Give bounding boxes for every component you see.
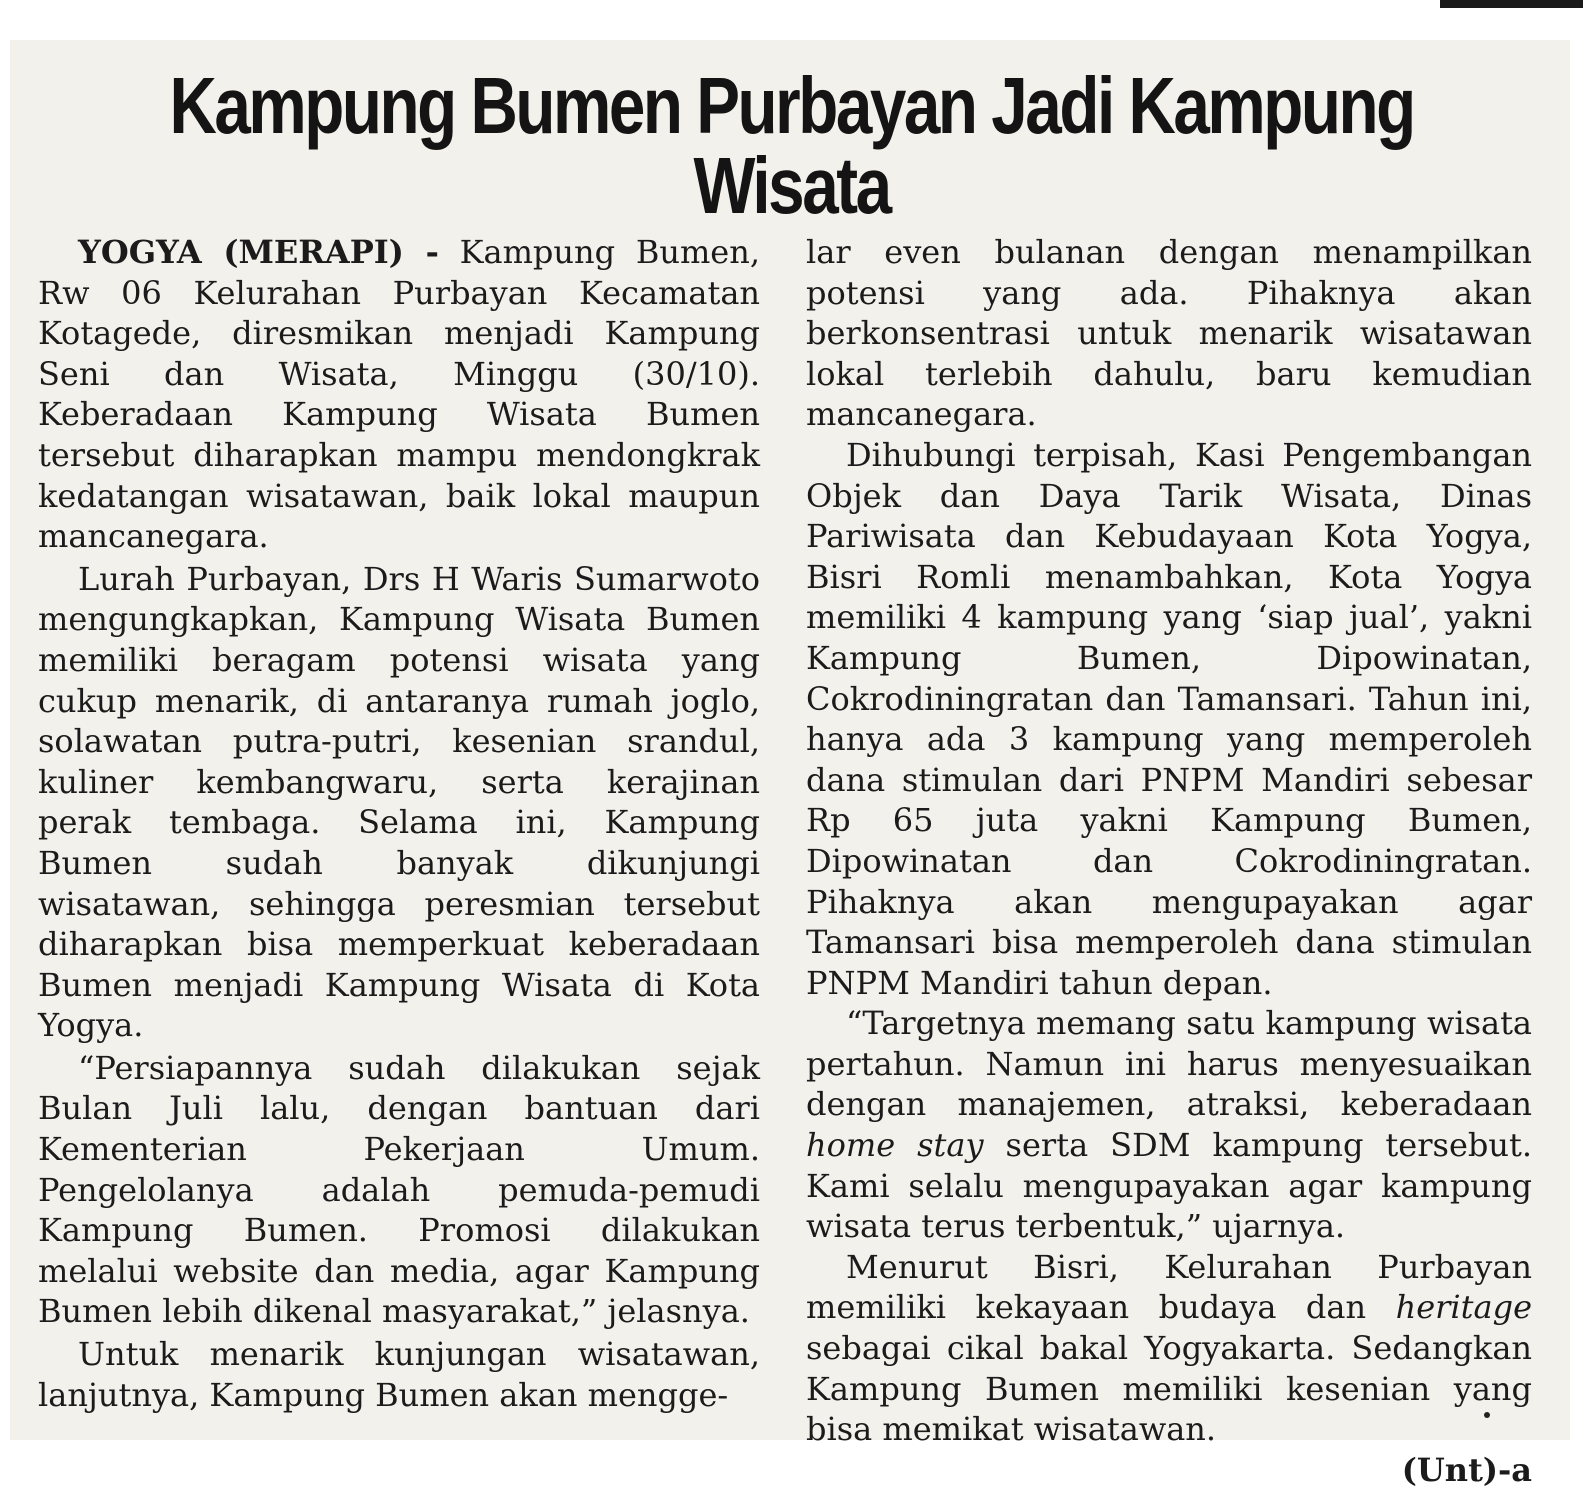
article-column-right [806,232,1532,1490]
paragraph-4: Untuk menarik kunjungan wisatawan, lanjutnya, Kampung Bumen akan mengge- [38,1335,760,1414]
paragraph-7 [806,1003,1532,1247]
paragraph-6: Dihubungi terpisah, Kasi Pengembangan Objek dan Daya Tarik Wisata, Dinas Pariwisata dan Kebudayaan Kota Yogya, Bisri Romli menambahkan, Kota Yogya memiliki 4 kampung yang ‘siap jual’, yakni Kampung Bumen, Dipowinatan, Cokrodiningratan dan Tamansari. Tahun ini, hanya ada 3 kampung yang memperoleh dana stimulan dari PNPM Mandiri sebesar Rp 65 juta yakni Kampung Bumen, Dipowinatan dan Cokrodiningratan. Pihaknya akan mengupayakan agar Tamansari bisa memperoleh dana stimulan PNPM Mandiri tahun depan. [806,435,1532,1002]
paragraph-8-text-b: sebagai cikal bakal Yogyakarta. Sedangkan Kampung Bumen memiliki kesenian yang bisa memikat wisatawan. [806,1329,1532,1449]
italic-term-home-stay: home stay [806,1126,984,1165]
paragraph-1-text: Kampung Bumen, Rw 06 Kelurahan Purbayan Kecamatan Kotagede, diresmikan menjadi Kampung Seni dan Wisata, Minggu (30/10). Keberadaan Kampung Wisata Bumen tersebut diharapkan mampu mendongkrak kedatangan wisatawan, baik lokal maupun mancanegara. [38,233,761,556]
headline: Kampung Bumen Purbayan Jadi Kampung Wisata [169,61,1414,230]
dateline: YOGYA (MERAPI) - [78,233,439,271]
paragraph-2: Lurah Purbayan, Drs H Waris Sumarwoto mengungkapkan, Kampung Wisata Bumen memiliki beragam potensi wisata yang cukup menarik, di antaranya rumah joglo, solawatan putra-putri, kesenian srandul, kuliner kembangwaru, serta kerajinan perak tembaga. Selama ini, Kampung Bumen sudah banyak dikunjungi wisatawan, sehingga peresmian tersebut diharapkan bisa memperkuat keberadaan Bumen menjadi Kampung Wisata di Kota Yogya. [38,559,760,1045]
author-signature: (Unt)-a [1401,1450,1532,1489]
paragraph-3: “Persiapannya sudah dilakukan sejak Bulan Juli lalu, dengan bantuan dari Kementerian Pekerjaan Umum. Pengelolanya adalah pemuda-pemudi Kampung Bumen. Promosi dilakukan melalui website dan media, agar Kampung Bumen lebih dikenal masyarakat,” jelasnya. [38,1048,760,1331]
paragraph-7-text-a: “Targetnya memang satu kampung wisata pertahun. Namun ini harus menyesuaikan dengan manajemen, atraksi, keberadaan [806,1004,1532,1124]
article-column-left [38,232,760,1415]
print-speck [1484,1412,1490,1418]
top-border-rule [1440,0,1583,8]
paragraph-1 [38,232,760,557]
paragraph-8 [806,1247,1532,1450]
paragraph-7-text-b: serta SDM kampung tersebut. Kami selalu mengupayakan agar kampung wisata terus terbentuk,” ujarnya. [806,1126,1533,1246]
italic-term-heritage: heritage [1395,1288,1533,1327]
paragraph-8-text-a: Menurut Bisri, Kelurahan Purbayan memiliki kekayaan budaya dan [806,1247,1532,1327]
paragraph-5: lar even bulanan dengan menampilkan potensi yang ada. Pihaknya akan berkonsentrasi untuk menarik wisatawan lokal terlebih dahulu, baru kemudian mancanegara. [806,233,1532,434]
